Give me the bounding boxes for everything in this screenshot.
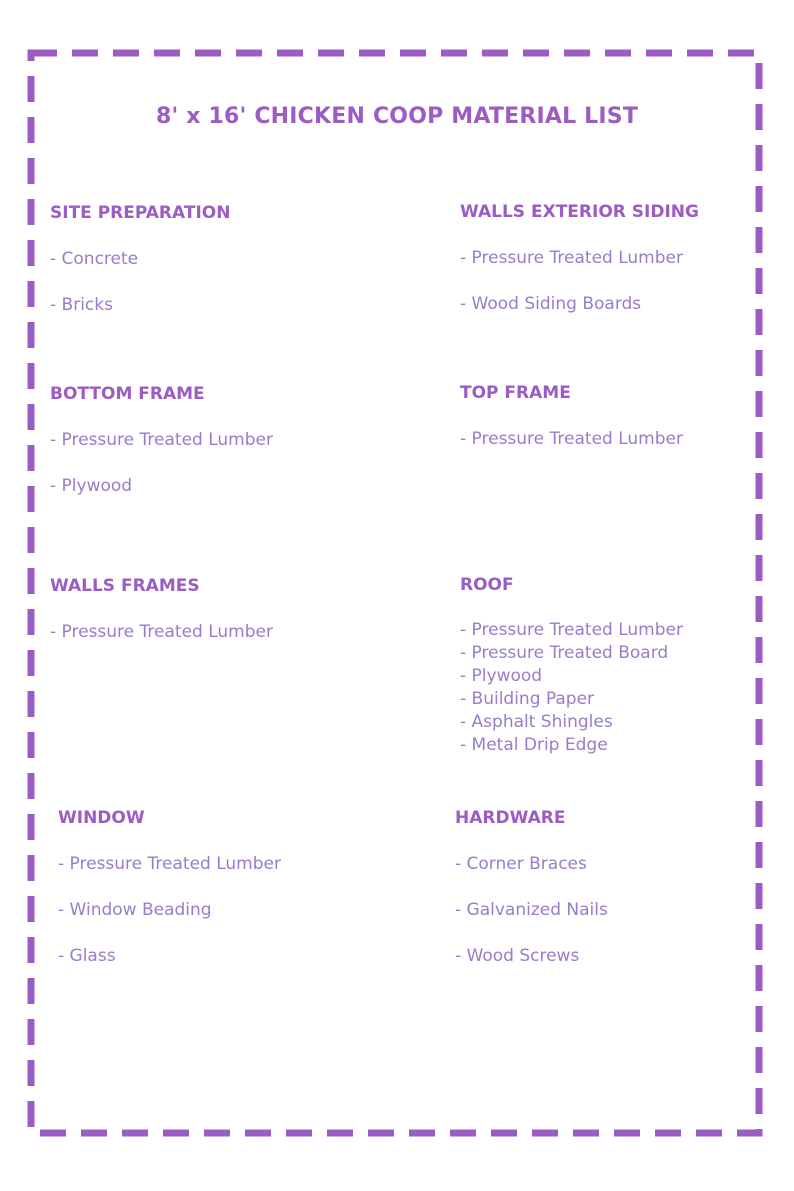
section-bottom-frame [50,384,273,496]
section-walls-frames [50,576,273,642]
list-item: - Concrete [50,249,139,269]
section-heading: WALLS EXTERIOR SIDING [460,202,699,222]
list-item: - Pressure Treated Lumber [460,620,683,640]
section-heading: ROOF [460,575,514,595]
item-list [50,622,273,642]
item-list [460,248,699,314]
list-item: - Plywood [50,476,133,496]
section-heading: TOP FRAME [460,383,571,403]
item-list [455,854,608,966]
item-list [50,430,273,496]
item-list [460,429,683,449]
section-heading: BOTTOM FRAME [50,384,205,404]
item-list [460,620,683,755]
section-heading: WINDOW [58,808,145,828]
list-item: - Asphalt Shingles [460,712,613,732]
list-item: - Wood Siding Boards [460,294,642,314]
list-item: - Wood Screws [455,946,580,966]
item-list [50,249,230,315]
list-item: - Pressure Treated Lumber [460,248,683,268]
section-walls-exterior-siding [460,202,699,314]
section-window [58,808,281,966]
list-item: - Building Paper [460,689,595,709]
list-item: - Metal Drip Edge [460,735,608,755]
item-list [58,854,281,966]
list-item: - Window Beading [58,900,212,920]
list-item: - Galvanized Nails [455,900,608,920]
section-heading: SITE PREPARATION [50,203,231,223]
list-item: - Bricks [50,295,113,315]
list-item: - Corner Braces [455,854,587,874]
list-item: - Pressure Treated Lumber [50,622,273,642]
section-top-frame [460,383,683,449]
list-item: - Pressure Treated Lumber [460,429,683,449]
list-item: - Pressure Treated Lumber [58,854,281,874]
section-heading: HARDWARE [455,808,566,828]
page-title: 8' x 16' CHICKEN COOP MATERIAL LIST [155,104,639,129]
section-hardware [455,808,608,966]
list-item: - Plywood [460,666,543,686]
list-item: - Pressure Treated Lumber [50,430,273,450]
list-item: - Pressure Treated Board [460,643,669,663]
list-item: - Glass [58,946,116,966]
section-heading: WALLS FRAMES [50,576,200,596]
section-site-preparation [50,203,230,315]
section-roof [460,575,683,755]
